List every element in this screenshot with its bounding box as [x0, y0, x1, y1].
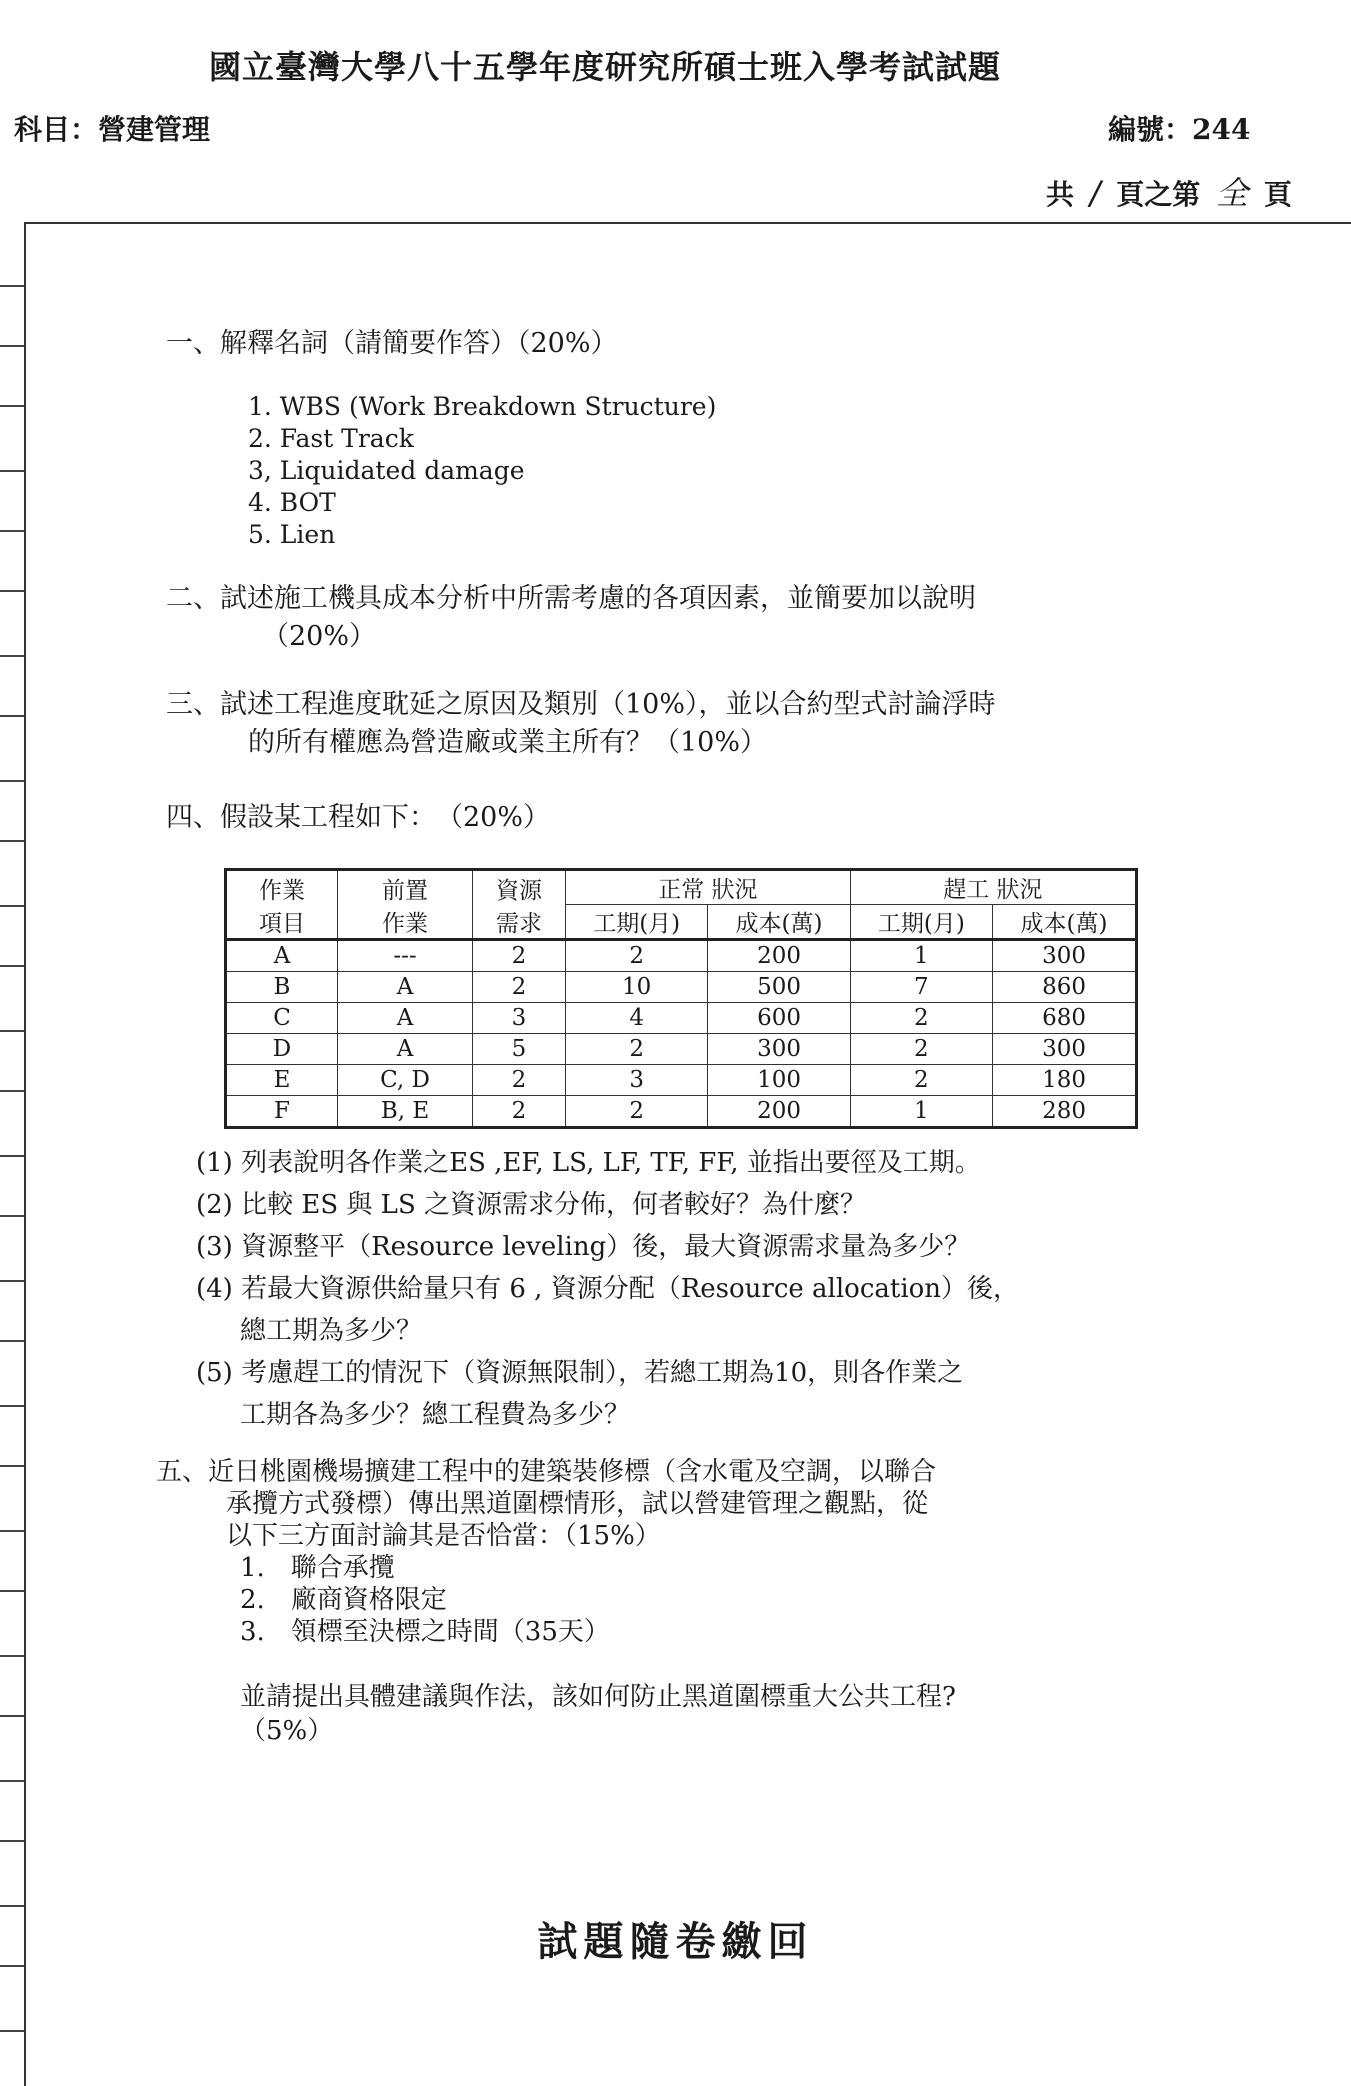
margin-tick	[0, 530, 24, 532]
table-cell: 860	[993, 972, 1137, 1003]
term-item: 1. WBS (Work Breakdown Structure)	[248, 392, 717, 421]
margin-tick	[0, 1090, 24, 1092]
margin-tick	[0, 1715, 24, 1717]
header-text: 需求	[496, 910, 542, 937]
question-4-part: (5) 考慮趕工的情況下（資源無限制），若總工期為10，則各作業之	[196, 1358, 964, 1388]
table-cell: 680	[993, 1003, 1137, 1034]
header-text: 前置	[382, 877, 428, 904]
table-cell: 1	[850, 1096, 992, 1128]
table-cell: C	[226, 1003, 338, 1034]
table-cell: 4	[566, 1003, 708, 1034]
question-2-line: 二、試述施工機具成本分析中所需考慮的各項因素，並簡要加以說明	[166, 583, 976, 614]
table-row	[226, 1003, 1137, 1034]
table-cell: C, D	[338, 1065, 473, 1096]
table-cell: B, E	[338, 1096, 473, 1128]
margin-tick	[0, 1840, 24, 1842]
col-header-predecessor	[338, 870, 473, 940]
col-header-crash: 趕工 狀況	[850, 870, 1136, 905]
margin-tick	[0, 1155, 24, 1157]
margin-tick	[0, 1030, 24, 1032]
question-5-followup-line: 並請提出具體建議與作法，該如何防止黑道圍標重大公共工程?	[240, 1682, 956, 1712]
table-cell: 2	[850, 1034, 992, 1065]
table-cell: 180	[993, 1065, 1137, 1096]
table-cell: 2	[566, 1034, 708, 1065]
question-1-terms	[248, 391, 716, 551]
table-cell: 2	[473, 1096, 566, 1128]
question-1-heading: 一、解釋名詞（請簡要作答）（20%）	[166, 328, 618, 359]
question-5-item: 2. 廠商資格限定	[240, 1585, 447, 1615]
pages-prefix: 共	[1046, 178, 1075, 211]
question-3	[166, 686, 996, 762]
table-cell: 3	[566, 1065, 708, 1096]
table-cell: 300	[993, 1034, 1137, 1065]
question-5-item: 1. 聯合承攬	[240, 1553, 395, 1583]
table-cell: B	[226, 972, 338, 1003]
table-cell: 280	[993, 1096, 1137, 1128]
table-row	[226, 1096, 1137, 1128]
table-row	[226, 972, 1137, 1003]
table-cell: A	[338, 972, 473, 1003]
pages-current: 全	[1216, 174, 1249, 212]
col-header-activity	[226, 870, 338, 940]
table-cell: 200	[708, 940, 850, 972]
question-2-line: （20%）	[262, 621, 377, 652]
margin-tick	[0, 285, 24, 287]
table-cell: 2	[566, 940, 708, 972]
table-cell: 2	[473, 972, 566, 1003]
table-cell: 2	[473, 940, 566, 972]
return-with-paper-stamp: 試題隨卷繳回	[537, 1918, 814, 1965]
question-4-heading: 四、假設某工程如下： （20%）	[166, 802, 551, 833]
subject-label: 科目：營建管理	[14, 113, 211, 146]
header-text: 作業	[382, 910, 428, 937]
table-cell: 5	[473, 1034, 566, 1065]
table-cell: 1	[850, 940, 992, 972]
term-item: 5. Lien	[248, 520, 336, 549]
header-text: 資源	[496, 877, 542, 904]
margin-tick	[0, 345, 24, 347]
table-cell: D	[226, 1034, 338, 1065]
table-cell: A	[338, 1034, 473, 1065]
table-cell: ---	[338, 940, 473, 972]
question-4-part: 總工期為多少？	[240, 1316, 423, 1346]
margin-tick	[0, 1655, 24, 1657]
table-cell: 500	[708, 972, 850, 1003]
page-count	[1046, 168, 1292, 214]
table-row	[226, 940, 1137, 972]
question-5-line: 承攬方式發標）傳出黑道圍標情形，試以營建管理之觀點，從	[226, 1489, 929, 1519]
margin-tick	[0, 780, 24, 782]
table-cell: 100	[708, 1065, 850, 1096]
activity-table	[224, 868, 1138, 1129]
question-3-line: 三、試述工程進度耽延之原因及類別（10%），並以合約型式討論浮時	[166, 689, 996, 720]
table-cell: 300	[708, 1034, 850, 1065]
question-4-part: (1) 列表說明各作業之ES ,EF, LS, LF, TF, FF, 並指出要徑及工期。	[196, 1148, 981, 1178]
term-item: 3, Liquidated damage	[248, 456, 525, 485]
margin-tick	[0, 1215, 24, 1217]
margin-tick	[0, 1405, 24, 1407]
table-cell: A	[226, 940, 338, 972]
col-header-normal-cost: 成本(萬)	[708, 905, 850, 940]
table-cell: 200	[708, 1096, 850, 1128]
margin-tick	[0, 1780, 24, 1782]
exam-code: 編號：244	[1108, 113, 1251, 146]
pages-total: /	[1089, 174, 1101, 212]
header-text: 項目	[259, 910, 305, 937]
margin-tick	[0, 1280, 24, 1282]
table-row	[226, 1065, 1137, 1096]
table-cell: 600	[708, 1003, 850, 1034]
margin-tick	[0, 1530, 24, 1532]
margin-tick	[0, 405, 24, 407]
exam-title: 國立臺灣大學八十五學年度研究所碩士班入學考試試題	[208, 48, 1001, 86]
table-cell: 7	[850, 972, 992, 1003]
table-cell: A	[338, 1003, 473, 1034]
question-5-line: 五、近日桃園機場擴建工程中的建築裝修標（含水電及空調，以聯合	[156, 1457, 937, 1487]
question-5	[156, 1456, 936, 1648]
table-cell: 10	[566, 972, 708, 1003]
col-header-normal-duration: 工期(月)	[566, 905, 708, 940]
table-row	[226, 1034, 1137, 1065]
col-header-resource	[473, 870, 566, 940]
margin-tick	[0, 1465, 24, 1467]
question-5-followup	[240, 1680, 956, 1748]
question-5-followup-line: （5%）	[240, 1716, 334, 1746]
margin-tick	[0, 590, 24, 592]
margin-tick	[0, 655, 24, 657]
col-header-crash-duration: 工期(月)	[850, 905, 992, 940]
question-4-part: (2) 比較 ES 與 LS 之資源需求分佈，何者較好？為什麼？	[196, 1190, 867, 1220]
question-3-line: 的所有權應為營造廠或業主所有？（10%）	[248, 727, 768, 758]
question-4-part: (4) 若最大資源供給量只有 6 , 資源分配（Resource allocation）後，	[196, 1274, 1020, 1304]
table-cell: 2	[566, 1096, 708, 1128]
question-5-item: 3. 領標至決標之時間（35天）	[240, 1617, 610, 1647]
question-4-parts	[196, 1142, 1019, 1436]
term-item: 2. Fast Track	[248, 424, 414, 453]
margin-tick	[0, 470, 24, 472]
margin-tick	[0, 1905, 24, 1907]
question-4-part: 工期各為多少？總工程費為多少？	[240, 1400, 631, 1430]
question-4-part: (3) 資源整平（Resource leveling）後，最大資源需求量為多少？	[196, 1232, 971, 1262]
term-item: 4. BOT	[248, 488, 336, 517]
question-2	[166, 580, 976, 656]
margin-tick	[0, 965, 24, 967]
margin-tick	[0, 2030, 24, 2032]
table-cell: 300	[993, 940, 1137, 972]
table-cell: 3	[473, 1003, 566, 1034]
pages-suffix: 頁	[1263, 178, 1292, 211]
table-cell: 2	[850, 1003, 992, 1034]
header-text: 作業	[259, 877, 305, 904]
margin-tick	[0, 715, 24, 717]
col-header-normal: 正常 狀況	[566, 870, 851, 905]
table-cell: E	[226, 1065, 338, 1096]
question-5-line: 以下三方面討論其是否恰當：（15%）	[226, 1521, 661, 1551]
margin-tick	[0, 905, 24, 907]
table-cell: 2	[473, 1065, 566, 1096]
margin-tick	[0, 840, 24, 842]
margin-tick	[0, 1340, 24, 1342]
pages-middle: 頁之第	[1116, 178, 1201, 211]
table-cell: F	[226, 1096, 338, 1128]
margin-tick	[0, 1590, 24, 1592]
col-header-crash-cost: 成本(萬)	[993, 905, 1137, 940]
table-cell: 2	[850, 1065, 992, 1096]
